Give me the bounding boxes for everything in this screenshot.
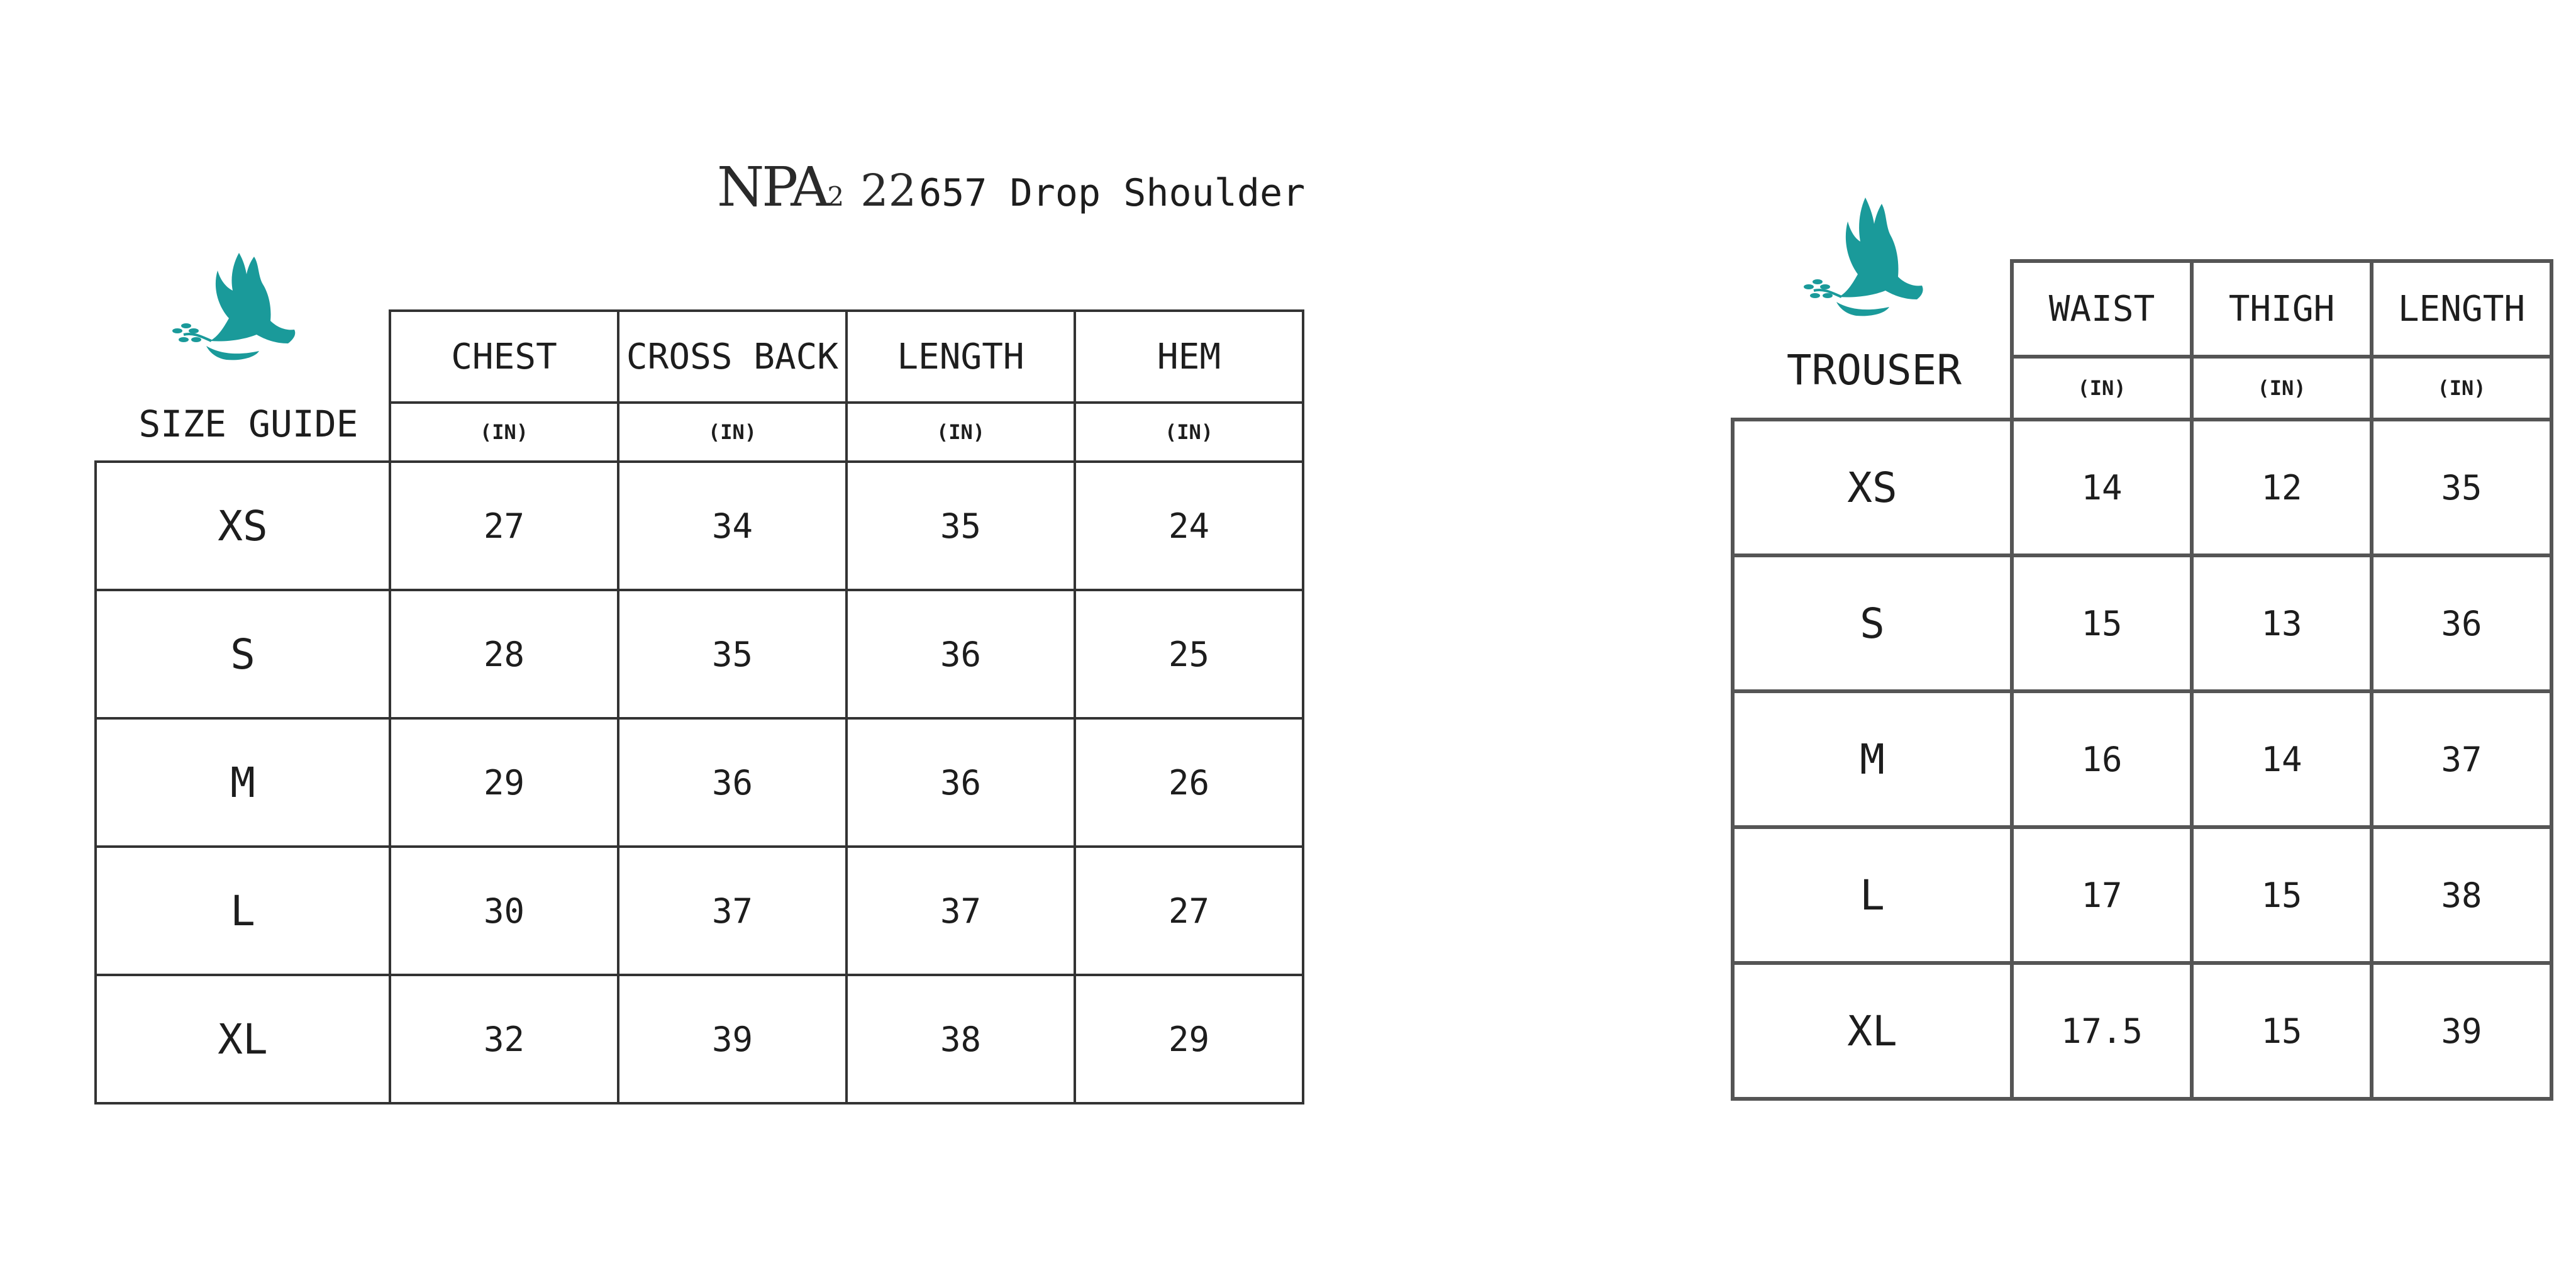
table-cell: 29 xyxy=(1075,975,1303,1103)
brand-logo-text: NPA xyxy=(717,156,828,219)
unit-label: (IN) xyxy=(618,403,847,462)
size-label: S xyxy=(96,590,390,718)
table-cell: 13 xyxy=(2192,555,2372,691)
table-cell: 35 xyxy=(618,590,847,718)
table-cell: 39 xyxy=(2372,963,2551,1099)
table-cell: 34 xyxy=(618,462,847,590)
unit-label: (IN) xyxy=(1075,403,1303,462)
header-row xyxy=(1733,261,2551,357)
table-row xyxy=(1733,691,2551,827)
unit-row xyxy=(1733,357,2551,420)
size-label: XL xyxy=(96,975,390,1103)
table-cell: 38 xyxy=(847,975,1075,1103)
table-cell: 32 xyxy=(390,975,618,1103)
table-cell: 16 xyxy=(2012,691,2192,827)
size-label: M xyxy=(1733,691,2012,827)
table-cell: 15 xyxy=(2192,963,2372,1099)
corner-blank xyxy=(1733,357,2012,420)
table-row xyxy=(96,975,1303,1103)
column-header: LENGTH xyxy=(847,311,1075,403)
table-cell: 30 xyxy=(390,847,618,975)
table-row xyxy=(96,462,1303,590)
brand-logo-subscript: 2 xyxy=(827,181,845,212)
table-cell: 14 xyxy=(2192,691,2372,827)
column-header: LENGTH xyxy=(2372,261,2551,357)
table-row xyxy=(1733,420,2551,555)
table-cell: 15 xyxy=(2192,827,2372,963)
size-label: S xyxy=(1733,555,2012,691)
table-cell: 36 xyxy=(618,718,847,847)
page-title xyxy=(717,156,1305,225)
column-header: CROSS BACK xyxy=(618,311,847,403)
column-header: CHEST xyxy=(390,311,618,403)
table-cell: 17 xyxy=(2012,827,2192,963)
table-row xyxy=(1733,555,2551,691)
table-row xyxy=(96,590,1303,718)
product-title: 657 Drop Shoulder xyxy=(919,171,1306,215)
table-row xyxy=(1733,827,2551,963)
table-row xyxy=(1733,963,2551,1099)
size-label: XS xyxy=(1733,420,2012,555)
table-cell: 36 xyxy=(847,718,1075,847)
corner-blank xyxy=(96,403,390,462)
table-cell: 17.5 xyxy=(2012,963,2192,1099)
table-cell: 37 xyxy=(618,847,847,975)
trouser-label: TROUSER xyxy=(1786,346,1962,394)
unit-label: (IN) xyxy=(2192,357,2372,420)
trouser-size-table xyxy=(1731,259,2553,1101)
size-label: XS xyxy=(96,462,390,590)
size-guide-label: SIZE GUIDE xyxy=(138,403,358,445)
corner-blank xyxy=(1733,261,2012,357)
column-header: THIGH xyxy=(2192,261,2372,357)
size-label: XL xyxy=(1733,963,2012,1099)
table-cell: 27 xyxy=(1075,847,1303,975)
table-cell: 14 xyxy=(2012,420,2192,555)
size-label: L xyxy=(96,847,390,975)
size-label: M xyxy=(96,718,390,847)
corner-blank xyxy=(96,311,390,403)
size-label: L xyxy=(1733,827,2012,963)
table-row xyxy=(96,847,1303,975)
style-number: 22 xyxy=(860,165,917,216)
table-cell: 15 xyxy=(2012,555,2192,691)
table-cell: 37 xyxy=(847,847,1075,975)
table-cell: 28 xyxy=(390,590,618,718)
column-header: WAIST xyxy=(2012,261,2192,357)
table-cell: 36 xyxy=(2372,555,2551,691)
table-cell: 25 xyxy=(1075,590,1303,718)
size-guide-table xyxy=(94,309,1304,1104)
unit-label: (IN) xyxy=(2012,357,2192,420)
table-cell: 26 xyxy=(1075,718,1303,847)
table-cell: 12 xyxy=(2192,420,2372,555)
unit-label: (IN) xyxy=(847,403,1075,462)
header-row xyxy=(96,311,1303,403)
table-cell: 39 xyxy=(618,975,847,1103)
table-cell: 27 xyxy=(390,462,618,590)
table-cell: 36 xyxy=(847,590,1075,718)
unit-label: (IN) xyxy=(2372,357,2551,420)
table-row xyxy=(96,718,1303,847)
table-cell: 37 xyxy=(2372,691,2551,827)
table-cell: 38 xyxy=(2372,827,2551,963)
table-cell: 29 xyxy=(390,718,618,847)
table-cell: 35 xyxy=(2372,420,2551,555)
unit-row xyxy=(96,403,1303,462)
unit-label: (IN) xyxy=(390,403,618,462)
table-cell: 35 xyxy=(847,462,1075,590)
table-cell: 24 xyxy=(1075,462,1303,590)
column-header: HEM xyxy=(1075,311,1303,403)
